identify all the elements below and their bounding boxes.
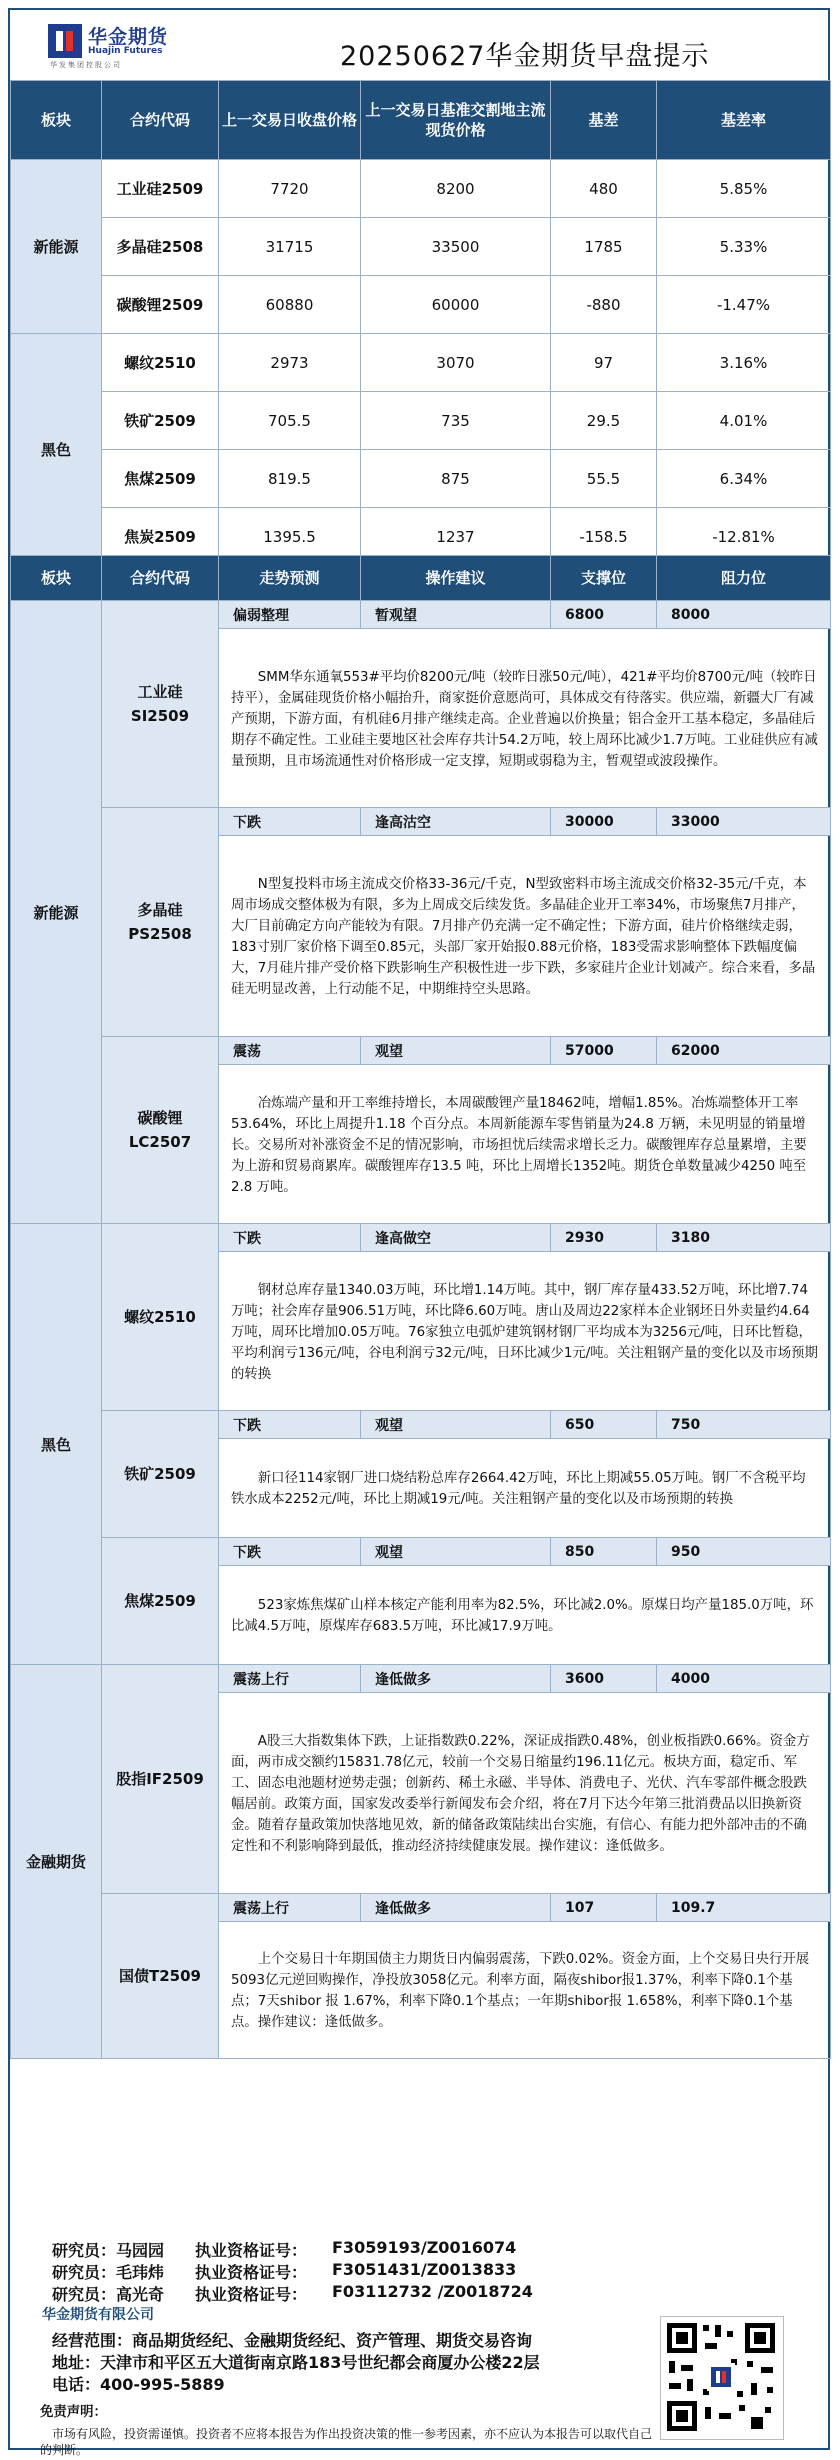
basis: -158.5 xyxy=(551,508,657,566)
analysis-text: SMM华东通氧553#平均价8200元/吨（较昨日涨50元/吨），421#平均价8700元/吨（较昨日持平），金属硅现货价格小幅抬升，商家挺价意愿尚可，具体成交有待落实。供应端，新疆大厂有减产预期，下游方面，有机硅6月排产继续走高。企业普遍以价换量；铝合金开工基本稳定，多晶硅后期存不确定性。工业硅主要地区社会库存共计54.2万吨，较上周环比减少1.7万吨。工业硅供应有减量预期，且市场流通性对价格形成一定支撑，短期或弱稳为主，暂观望或波段操作。 xyxy=(219,629,831,808)
col-header: 上一交易日收盘价格 xyxy=(219,81,361,160)
support-level: 30000 xyxy=(551,808,657,836)
advice: 观望 xyxy=(361,1411,551,1439)
basis-rate: -1.47% xyxy=(657,276,831,334)
cert-label: 执业资格证号： xyxy=(195,2263,308,2282)
advice: 观望 xyxy=(361,1037,551,1065)
resist-level: 750 xyxy=(657,1411,831,1439)
forecast-table xyxy=(10,555,831,2059)
col-header: 基差 xyxy=(551,81,657,160)
logo-cn: 华金期货 xyxy=(88,26,169,48)
resist-level: 950 xyxy=(657,1538,831,1566)
contract-code: 碳酸锂2509 xyxy=(102,276,219,334)
forecast-row xyxy=(11,808,831,836)
company-logo xyxy=(48,22,208,69)
analysis-text: A股三大指数集体下跌，上证指数跌0.22%，深证成指跌0.48%，创业板指跌0.66%。资金方面，两市成交额约15831.78亿元，较前一个交易日缩量约196.11亿元。板块方面，稳定币、军工、固态电池题材逆势走强；创新药、稀土永磁、半导体、消费电子、光伏、汽车零部件概念股跌幅居前。政策方面，国家发改委举行新闻发布会介绍，将在7月下达今年第三批消费品以旧换新资金。随着存量政策加快落地见效，新的储备政策陆续出台实施，有信心、有能力把外部冲击的不确定性和不利影响降到最低，推动经济持续健康发展。操作建议：逢低做多。 xyxy=(219,1693,831,1894)
basis-rate: -12.81% xyxy=(657,508,831,566)
advice: 逢低做多 xyxy=(361,1894,551,1922)
analysis-text: N型复投料市场主流成交价格33-36元/千克，N型致密料市场主流成交价格32-35元/千克，本周市场成交整体极为有限，多为上周成交后续发货。多晶硅企业开工率34%，市场聚焦7月排产，大厂目前确定方向产能较为有限。7月排产仍充满一定不确定性；下游方面，硅片价格继续走弱，183寸别厂家价格下调至0.85元，头部厂家开始报0.88元价格，183受需求影响整体下跌幅度偏大，7月硅片排产受价格下跌影响生产积极性进一步下跌，多家硅片企业计划减产。综合来看，多晶硅无明显改善，上行动能不足，中期维持空头思路。 xyxy=(219,836,831,1037)
logo-sub: 华发集团控股公司 xyxy=(50,61,122,69)
col-header: 操作建议 xyxy=(361,556,551,601)
contract-code: 工业硅 SI2509 xyxy=(102,601,219,808)
trend-forecast: 下跌 xyxy=(219,808,361,836)
basis: 480 xyxy=(551,160,657,218)
spot-price: 33500 xyxy=(361,218,551,276)
col-header: 阻力位 xyxy=(657,556,831,601)
forecast-row xyxy=(11,1411,831,1439)
basis-rate: 5.85% xyxy=(657,160,831,218)
company-name: 华金期货有限公司 xyxy=(42,2307,154,2323)
contract-code: 焦煤2509 xyxy=(102,1538,219,1665)
sector-cell: 金融期货 xyxy=(11,1665,102,2059)
trend-forecast: 偏弱整理 xyxy=(219,601,361,629)
advice: 逢低做多 xyxy=(361,1665,551,1693)
trend-forecast: 震荡上行 xyxy=(219,1894,361,1922)
spot-price: 8200 xyxy=(361,160,551,218)
trend-forecast: 下跌 xyxy=(219,1411,361,1439)
basis: -880 xyxy=(551,276,657,334)
close-price: 1395.5 xyxy=(219,508,361,566)
close-price: 31715 xyxy=(219,218,361,276)
trend-forecast: 下跌 xyxy=(219,1538,361,1566)
cert-label: 执业资格证号： xyxy=(195,2241,308,2260)
cert-number: F03112732 /Z0018724 xyxy=(332,2282,533,2301)
basis: 97 xyxy=(551,334,657,392)
table-row xyxy=(11,160,831,218)
basis: 55.5 xyxy=(551,450,657,508)
contract-code: 螺纹2510 xyxy=(102,334,219,392)
forecast-row xyxy=(11,1538,831,1566)
col-header: 合约代码 xyxy=(102,81,219,160)
table-row xyxy=(11,334,831,392)
advice: 暂观望 xyxy=(361,601,551,629)
basis: 1785 xyxy=(551,218,657,276)
logo-en: Huajin Futures xyxy=(88,46,163,56)
contract-code: 工业硅2509 xyxy=(102,160,219,218)
advice: 逢高沽空 xyxy=(361,808,551,836)
forecast-row xyxy=(11,1224,831,1252)
forecast-row xyxy=(11,1665,831,1693)
support-level: 650 xyxy=(551,1411,657,1439)
table-row xyxy=(11,450,831,508)
analysis-text: 钢材总库存量1340.03万吨，环比增1.14万吨。其中，钢厂库存量433.52万吨，环比增7.74万吨；社会库存量906.51万吨，环比降6.60万吨。唐山及周边22家样本企业钢坯日外卖量约4.64万吨，周环比增加0.05万吨。76家独立电弧炉建筑钢材钢厂平均成本为3256元/吨，日环比暂稳，平均利润亏136元/吨，谷电利润亏32元/吨，日环比减少1元/吨。关注粗钢产量的变化以及市场预期的转换 xyxy=(219,1252,831,1411)
col-header: 走势预测 xyxy=(219,556,361,601)
analysis-text: 冶炼端产量和开工率维持增长，本周碳酸锂产量18462吨，增幅1.85%。冶炼端整体开工率53.64%，环比上周提升1.18 个百分点。本周新能源车零售销量为24.8 万辆，未见明显的销量增长。交易所对补涨资金不足的情况影响，市场担忧后续需求增长乏力。碳酸锂库存总量累增，主要为上游和贸易商累库。碳酸锂库存13.5 吨，环比上周增长1352吨。期货仓单数量减少4250 吨至2.8 万吨。 xyxy=(219,1065,831,1224)
sector-cell: 新能源 xyxy=(11,160,102,334)
table-row xyxy=(11,276,831,334)
qr-code-icon xyxy=(660,2316,784,2440)
researcher-name: 研究员：马园园 xyxy=(52,2241,165,2260)
contract-code: 焦炭2509 xyxy=(102,508,219,566)
spot-price: 735 xyxy=(361,392,551,450)
cert-label: 执业资格证号： xyxy=(195,2285,308,2304)
resist-level: 3180 xyxy=(657,1224,831,1252)
sector-cell: 新能源 xyxy=(11,601,102,1224)
resist-level: 109.7 xyxy=(657,1894,831,1922)
basis: 29.5 xyxy=(551,392,657,450)
company-phone[interactable]: 电话：400-995-5889 xyxy=(52,2375,225,2394)
disclaimer-1: 市场有风险，投资需谨慎。投资者不应将本报告为作出投资决策的惟一参考因素，亦不应认为本报告可以取代自己的判断。 xyxy=(40,2427,653,2457)
logo-mark-icon xyxy=(48,24,82,58)
basis-rate: 4.01% xyxy=(657,392,831,450)
close-price: 819.5 xyxy=(219,450,361,508)
basis-rate: 3.16% xyxy=(657,334,831,392)
cert-number: F3059193/Z0016074 xyxy=(332,2238,517,2257)
contract-code: 股指IF2509 xyxy=(102,1665,219,1894)
contract-code: 铁矿2509 xyxy=(102,1411,219,1538)
col-header: 板块 xyxy=(11,556,102,601)
col-header: 支撑位 xyxy=(551,556,657,601)
support-level: 107 xyxy=(551,1894,657,1922)
close-price: 60880 xyxy=(219,276,361,334)
trend-forecast: 下跌 xyxy=(219,1224,361,1252)
contract-code: 螺纹2510 xyxy=(102,1224,219,1411)
trend-forecast: 震荡 xyxy=(219,1037,361,1065)
price-table xyxy=(10,80,831,624)
contract-code: 多晶硅2508 xyxy=(102,218,219,276)
col-header: 板块 xyxy=(11,81,102,160)
spot-price: 875 xyxy=(361,450,551,508)
advice: 观望 xyxy=(361,1538,551,1566)
close-price: 2973 xyxy=(219,334,361,392)
resist-level: 8000 xyxy=(657,601,831,629)
business-scope: 经营范围：商品期货经纪、金融期货经纪、资产管理、期货交易咨询 xyxy=(52,2331,533,2350)
analysis-text: 新口径114家钢厂进口烧结粉总库存2664.42万吨，环比上期减55.05万吨。钢厂不含税平均铁水成本2252元/吨，环比上期减19元/吨。关注粗钢产量的变化以及市场预期的转换 xyxy=(219,1439,831,1538)
report-title: 20250627华金期货早盘提示 xyxy=(340,41,710,72)
researcher-name: 研究员：毛玮炜 xyxy=(52,2263,165,2282)
contract-code: 铁矿2509 xyxy=(102,392,219,450)
contract-code: 多晶硅 PS2508 xyxy=(102,808,219,1037)
sector-cell: 黑色 xyxy=(11,334,102,566)
analysis-text: 上个交易日十年期国债主力期货日内偏弱震荡，下跌0.02%。资金方面，上个交易日央行开展5093亿元逆回购操作，净投放3058亿元。利率方面，隔夜shibor报1.37%，利率下降0.1个基点；7天shibor 报 1.67%，利率下降0.1个基点；一年期shibor报 1.658%，利率下降0.1个基点。操作建议：逢低做多。 xyxy=(219,1922,831,2059)
cert-number: F3051431/Z0013833 xyxy=(332,2260,517,2279)
close-price: 7720 xyxy=(219,160,361,218)
basis-rate: 6.34% xyxy=(657,450,831,508)
resist-level: 33000 xyxy=(657,808,831,836)
spot-price: 60000 xyxy=(361,276,551,334)
col-header: 上一交易日基准交割地主流现货价格 xyxy=(361,81,551,160)
analysis-text: 523家炼焦煤矿山样本核定产能利用率为82.5%，环比减2.0%。原煤日均产量185.0万吨，环比减4.5万吨，原煤库存683.5万吨，环比减17.9万吨。 xyxy=(219,1566,831,1665)
contract-code: 碳酸锂 LC2507 xyxy=(102,1037,219,1224)
researcher-name: 研究员：高光奇 xyxy=(52,2285,165,2304)
forecast-row xyxy=(11,601,831,629)
support-level: 3600 xyxy=(551,1665,657,1693)
col-header: 合约代码 xyxy=(102,556,219,601)
sector-cell: 黑色 xyxy=(11,1224,102,1665)
forecast-row xyxy=(11,1037,831,1065)
contract-code: 国债T2509 xyxy=(102,1894,219,2059)
basis-rate: 5.33% xyxy=(657,218,831,276)
spot-price: 1237 xyxy=(361,508,551,566)
company-address: 地址：天津市和平区五大道街南京路183号世纪都会商厦办公楼22层 xyxy=(52,2353,540,2372)
contract-code: 焦煤2509 xyxy=(102,450,219,508)
support-level: 850 xyxy=(551,1538,657,1566)
resist-level: 4000 xyxy=(657,1665,831,1693)
advice: 逢高做空 xyxy=(361,1224,551,1252)
table-row xyxy=(11,218,831,276)
report-header xyxy=(10,10,830,72)
trend-forecast: 震荡上行 xyxy=(219,1665,361,1693)
forecast-row xyxy=(11,1894,831,1922)
resist-level: 62000 xyxy=(657,1037,831,1065)
disclaimer-title: 免责声明： xyxy=(40,2405,107,2420)
support-level: 57000 xyxy=(551,1037,657,1065)
spot-price: 3070 xyxy=(361,334,551,392)
close-price: 705.5 xyxy=(219,392,361,450)
support-level: 2930 xyxy=(551,1224,657,1252)
table-row xyxy=(11,392,831,450)
col-header: 基差率 xyxy=(657,81,831,160)
support-level: 6800 xyxy=(551,601,657,629)
